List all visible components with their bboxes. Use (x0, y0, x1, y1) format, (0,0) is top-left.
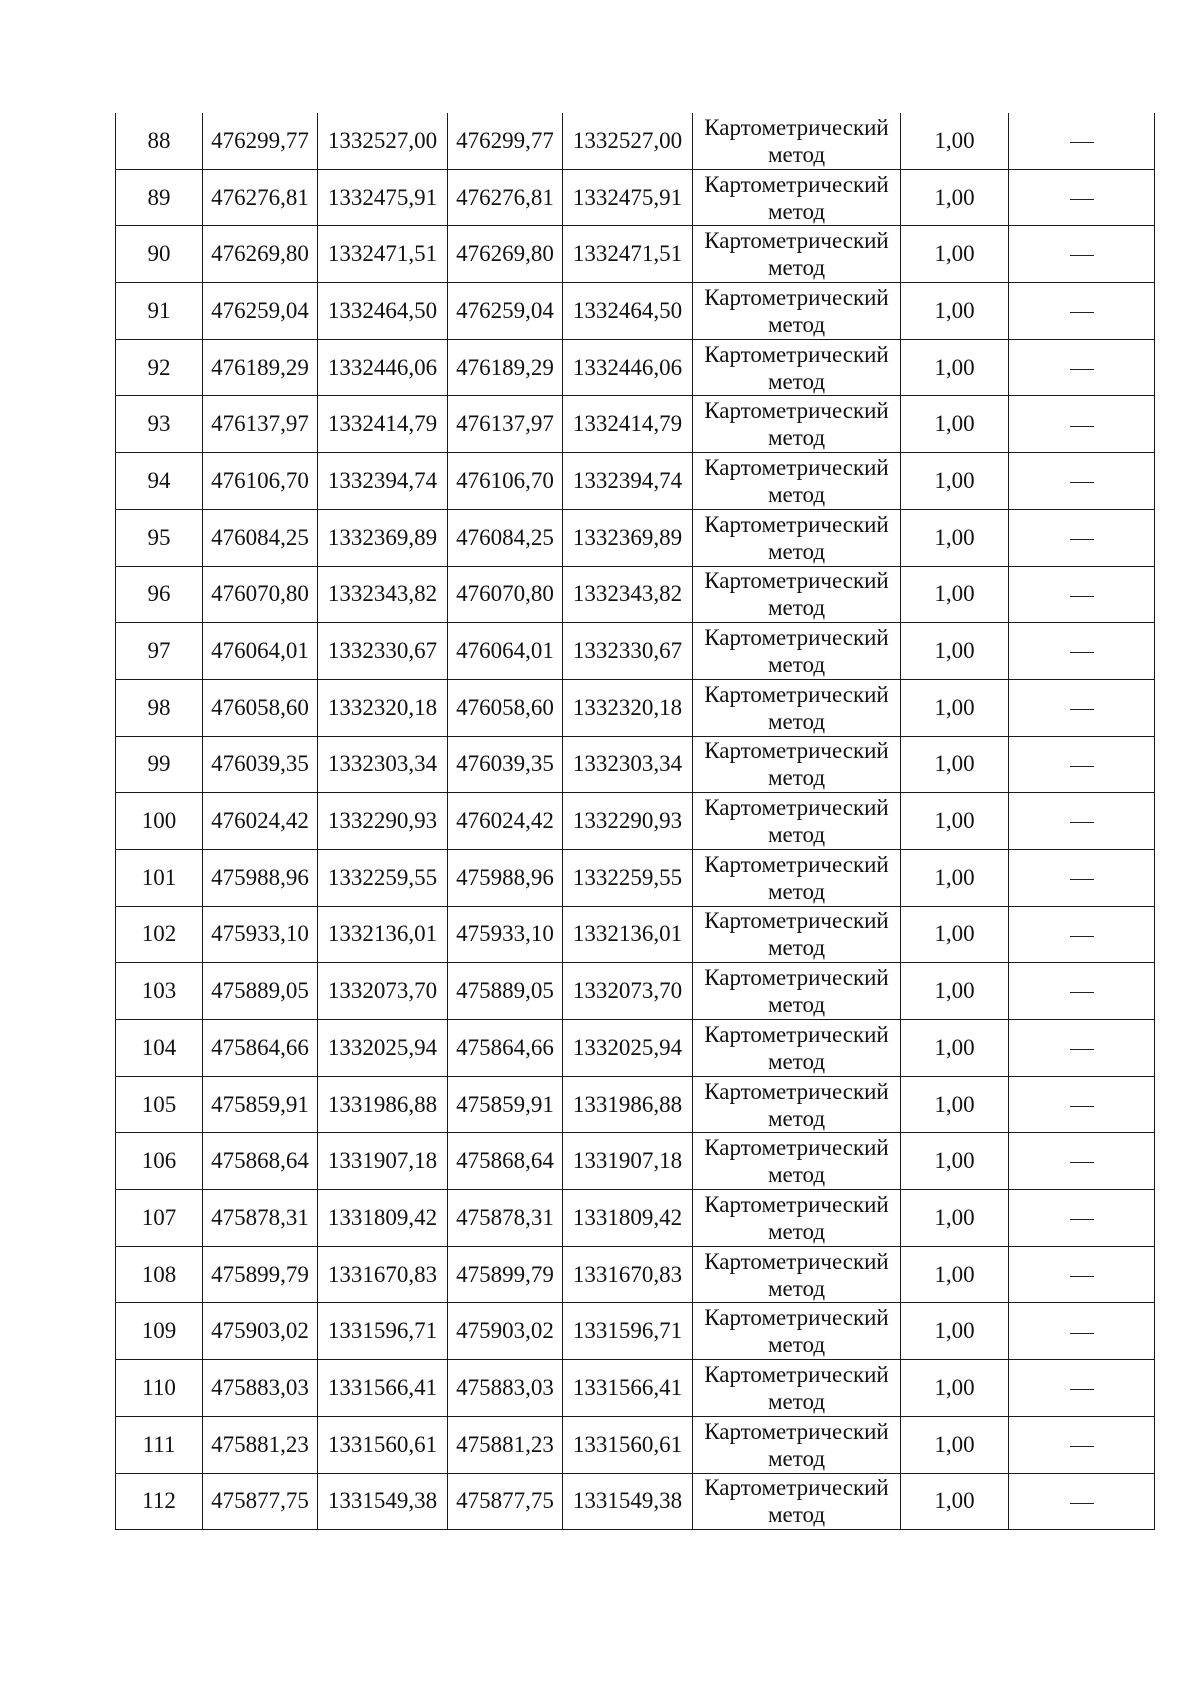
method-text: Картометрический метод (704, 1021, 889, 1074)
point-number-cell: 97 (116, 623, 203, 680)
point-number-cell: 101 (116, 849, 203, 906)
accuracy-cell: 1,00 (901, 396, 1009, 453)
method-text: Картометрический метод (704, 1305, 889, 1358)
refined-x-cell: 476064,01 (448, 623, 563, 680)
existing-x-cell: 476024,42 (203, 793, 318, 850)
method-cell (693, 1360, 901, 1417)
table-row (116, 396, 1155, 453)
dash-mark (1070, 1049, 1094, 1050)
method-text: Картометрический метод (704, 511, 889, 564)
method-text: Картометрический метод (704, 1191, 889, 1244)
refined-x-cell: 475899,79 (448, 1246, 563, 1303)
refined-x-cell: 476137,97 (448, 396, 563, 453)
method-cell (693, 566, 901, 623)
table-row (116, 509, 1155, 566)
point-number-cell: 88 (116, 113, 203, 169)
description-cell (1009, 679, 1155, 736)
accuracy-cell: 1,00 (901, 1360, 1009, 1417)
accuracy-cell: 1,00 (901, 793, 1009, 850)
method-text: Картометрический метод (704, 398, 889, 451)
accuracy-cell: 1,00 (901, 623, 1009, 680)
existing-y-cell: 1331549,38 (318, 1473, 448, 1530)
existing-x-cell: 476269,80 (203, 226, 318, 283)
dash-mark (1070, 1333, 1094, 1334)
existing-y-cell: 1332330,67 (318, 623, 448, 680)
refined-y-cell: 1332414,79 (563, 396, 693, 453)
refined-y-cell: 1331566,41 (563, 1360, 693, 1417)
method-cell (693, 453, 901, 510)
refined-x-cell: 476189,29 (448, 339, 563, 396)
description-cell (1009, 1303, 1155, 1360)
method-cell (693, 679, 901, 736)
method-cell (693, 1133, 901, 1190)
accuracy-cell: 1,00 (901, 113, 1009, 169)
method-text: Картометрический метод (704, 625, 889, 678)
dash-mark (1070, 1389, 1094, 1390)
method-text: Картометрический метод (704, 568, 889, 621)
existing-x-cell: 476070,80 (203, 566, 318, 623)
method-cell (693, 793, 901, 850)
point-number-cell: 109 (116, 1303, 203, 1360)
refined-x-cell: 476024,42 (448, 793, 563, 850)
method-cell (693, 1473, 901, 1530)
method-cell (693, 1246, 901, 1303)
existing-x-cell: 475881,23 (203, 1416, 318, 1473)
refined-x-cell: 475877,75 (448, 1473, 563, 1530)
existing-x-cell: 475878,31 (203, 1190, 318, 1247)
description-cell (1009, 1473, 1155, 1530)
existing-y-cell: 1332290,93 (318, 793, 448, 850)
table-row (116, 736, 1155, 793)
method-cell (693, 963, 901, 1020)
method-text: Картометрический метод (704, 1475, 889, 1528)
refined-x-cell: 475988,96 (448, 849, 563, 906)
dash-mark (1070, 936, 1094, 937)
refined-y-cell: 1331549,38 (563, 1473, 693, 1530)
refined-x-cell: 475883,03 (448, 1360, 563, 1417)
existing-x-cell: 475889,05 (203, 963, 318, 1020)
accuracy-cell: 1,00 (901, 963, 1009, 1020)
method-cell (693, 906, 901, 963)
dash-mark (1070, 1219, 1094, 1220)
table-row (116, 283, 1155, 340)
refined-y-cell: 1332025,94 (563, 1020, 693, 1077)
accuracy-cell: 1,00 (901, 339, 1009, 396)
refined-x-cell: 476039,35 (448, 736, 563, 793)
point-number-cell: 93 (116, 396, 203, 453)
refined-y-cell: 1332394,74 (563, 453, 693, 510)
existing-x-cell: 475877,75 (203, 1473, 318, 1530)
existing-x-cell: 476106,70 (203, 453, 318, 510)
accuracy-cell: 1,00 (901, 679, 1009, 736)
dash-mark (1070, 766, 1094, 767)
existing-y-cell: 1331670,83 (318, 1246, 448, 1303)
dash-mark (1070, 992, 1094, 993)
method-text: Картометрический метод (704, 1361, 889, 1414)
method-cell (693, 283, 901, 340)
existing-y-cell: 1331907,18 (318, 1133, 448, 1190)
description-cell (1009, 1076, 1155, 1133)
refined-y-cell: 1332369,89 (563, 509, 693, 566)
refined-y-cell: 1331560,61 (563, 1416, 693, 1473)
accuracy-cell: 1,00 (901, 283, 1009, 340)
refined-y-cell: 1332303,34 (563, 736, 693, 793)
existing-y-cell: 1332369,89 (318, 509, 448, 566)
point-number-cell: 95 (116, 509, 203, 566)
point-number-cell: 89 (116, 169, 203, 226)
accuracy-cell: 1,00 (901, 566, 1009, 623)
description-cell (1009, 623, 1155, 680)
existing-y-cell: 1331560,61 (318, 1416, 448, 1473)
accuracy-cell: 1,00 (901, 1190, 1009, 1247)
refined-x-cell: 476084,25 (448, 509, 563, 566)
table-row (116, 849, 1155, 906)
table-row (116, 1020, 1155, 1077)
existing-x-cell: 475859,91 (203, 1076, 318, 1133)
method-cell (693, 736, 901, 793)
description-cell (1009, 963, 1155, 1020)
accuracy-cell: 1,00 (901, 736, 1009, 793)
accuracy-cell: 1,00 (901, 1133, 1009, 1190)
existing-y-cell: 1332320,18 (318, 679, 448, 736)
refined-x-cell: 475889,05 (448, 963, 563, 1020)
table-row (116, 113, 1155, 169)
refined-y-cell: 1332290,93 (563, 793, 693, 850)
table-row (116, 1360, 1155, 1417)
dash-mark (1070, 369, 1094, 370)
refined-x-cell: 476106,70 (448, 453, 563, 510)
point-number-cell: 92 (116, 339, 203, 396)
accuracy-cell: 1,00 (901, 1076, 1009, 1133)
method-text: Картометрический метод (704, 851, 889, 904)
dash-mark (1070, 1106, 1094, 1107)
refined-x-cell: 475903,02 (448, 1303, 563, 1360)
description-cell (1009, 1360, 1155, 1417)
method-text: Картометрический метод (704, 908, 889, 961)
existing-x-cell: 476058,60 (203, 679, 318, 736)
existing-y-cell: 1332343,82 (318, 566, 448, 623)
accuracy-cell: 1,00 (901, 1473, 1009, 1530)
accuracy-cell: 1,00 (901, 169, 1009, 226)
dash-mark (1070, 1276, 1094, 1277)
dash-mark (1070, 426, 1094, 427)
dash-mark (1070, 539, 1094, 540)
method-text: Картометрический метод (704, 114, 889, 167)
method-cell (693, 113, 901, 169)
method-cell (693, 623, 901, 680)
refined-y-cell: 1331596,71 (563, 1303, 693, 1360)
method-text: Картометрический метод (704, 1418, 889, 1471)
existing-y-cell: 1331596,71 (318, 1303, 448, 1360)
table-row (116, 906, 1155, 963)
refined-y-cell: 1331670,83 (563, 1246, 693, 1303)
point-number-cell: 105 (116, 1076, 203, 1133)
method-cell (693, 226, 901, 283)
description-cell (1009, 906, 1155, 963)
dash-mark (1070, 199, 1094, 200)
existing-y-cell: 1332025,94 (318, 1020, 448, 1077)
refined-y-cell: 1332343,82 (563, 566, 693, 623)
point-number-cell: 112 (116, 1473, 203, 1530)
existing-y-cell: 1332446,06 (318, 339, 448, 396)
dash-mark (1070, 709, 1094, 710)
method-text: Картометрический метод (704, 738, 889, 791)
description-cell (1009, 1190, 1155, 1247)
refined-y-cell: 1332136,01 (563, 906, 693, 963)
method-text: Картометрический метод (704, 1078, 889, 1131)
refined-x-cell: 475868,64 (448, 1133, 563, 1190)
existing-x-cell: 475933,10 (203, 906, 318, 963)
point-number-cell: 98 (116, 679, 203, 736)
table-row (116, 963, 1155, 1020)
point-number-cell: 107 (116, 1190, 203, 1247)
refined-y-cell: 1332471,51 (563, 226, 693, 283)
description-cell (1009, 339, 1155, 396)
existing-x-cell: 476039,35 (203, 736, 318, 793)
existing-y-cell: 1332471,51 (318, 226, 448, 283)
method-cell (693, 849, 901, 906)
refined-y-cell: 1332330,67 (563, 623, 693, 680)
description-cell (1009, 453, 1155, 510)
point-number-cell: 100 (116, 793, 203, 850)
table-row (116, 679, 1155, 736)
existing-x-cell: 476084,25 (203, 509, 318, 566)
method-text: Картометрический метод (704, 454, 889, 507)
existing-x-cell: 475883,03 (203, 1360, 318, 1417)
accuracy-cell: 1,00 (901, 1246, 1009, 1303)
refined-y-cell: 1332464,50 (563, 283, 693, 340)
accuracy-cell: 1,00 (901, 226, 1009, 283)
table-row (116, 339, 1155, 396)
point-number-cell: 90 (116, 226, 203, 283)
table-row (116, 1473, 1155, 1530)
refined-x-cell: 475878,31 (448, 1190, 563, 1247)
refined-x-cell: 476058,60 (448, 679, 563, 736)
dash-mark (1070, 255, 1094, 256)
method-text: Картометрический метод (704, 171, 889, 224)
refined-y-cell: 1331907,18 (563, 1133, 693, 1190)
description-cell (1009, 736, 1155, 793)
accuracy-cell: 1,00 (901, 1416, 1009, 1473)
existing-y-cell: 1332475,91 (318, 169, 448, 226)
table-row (116, 623, 1155, 680)
refined-x-cell: 476276,81 (448, 169, 563, 226)
description-cell (1009, 509, 1155, 566)
method-cell (693, 396, 901, 453)
refined-y-cell: 1332527,00 (563, 113, 693, 169)
accuracy-cell: 1,00 (901, 906, 1009, 963)
method-text: Картометрический метод (704, 284, 889, 337)
point-number-cell: 111 (116, 1416, 203, 1473)
table-row (116, 169, 1155, 226)
existing-y-cell: 1332527,00 (318, 113, 448, 169)
dash-mark (1070, 652, 1094, 653)
dash-mark (1070, 822, 1094, 823)
description-cell (1009, 849, 1155, 906)
table-row (116, 453, 1155, 510)
existing-x-cell: 476276,81 (203, 169, 318, 226)
point-number-cell: 108 (116, 1246, 203, 1303)
existing-x-cell: 476189,29 (203, 339, 318, 396)
table-row (116, 1133, 1155, 1190)
method-text: Картометрический метод (704, 965, 889, 1018)
dash-mark (1070, 879, 1094, 880)
method-cell (693, 509, 901, 566)
existing-y-cell: 1332136,01 (318, 906, 448, 963)
method-text: Картометрический метод (704, 795, 889, 848)
accuracy-cell: 1,00 (901, 509, 1009, 566)
description-cell (1009, 1133, 1155, 1190)
description-cell (1009, 113, 1155, 169)
method-cell (693, 1020, 901, 1077)
point-number-cell: 96 (116, 566, 203, 623)
point-number-cell: 99 (116, 736, 203, 793)
point-number-cell: 94 (116, 453, 203, 510)
refined-x-cell: 475881,23 (448, 1416, 563, 1473)
existing-y-cell: 1332259,55 (318, 849, 448, 906)
coordinates-table-body (116, 113, 1155, 1530)
existing-x-cell: 475903,02 (203, 1303, 318, 1360)
existing-x-cell: 476259,04 (203, 283, 318, 340)
existing-y-cell: 1332464,50 (318, 283, 448, 340)
existing-x-cell: 475864,66 (203, 1020, 318, 1077)
existing-x-cell: 475988,96 (203, 849, 318, 906)
existing-x-cell: 475899,79 (203, 1246, 318, 1303)
method-cell (693, 1076, 901, 1133)
refined-x-cell: 475933,10 (448, 906, 563, 963)
point-number-cell: 104 (116, 1020, 203, 1077)
method-cell (693, 169, 901, 226)
refined-y-cell: 1332475,91 (563, 169, 693, 226)
table-row (116, 1190, 1155, 1247)
table-row (116, 1246, 1155, 1303)
existing-y-cell: 1331566,41 (318, 1360, 448, 1417)
description-cell (1009, 283, 1155, 340)
method-text: Картометрический метод (704, 1248, 889, 1301)
point-number-cell: 110 (116, 1360, 203, 1417)
dash-mark (1070, 482, 1094, 483)
accuracy-cell: 1,00 (901, 849, 1009, 906)
refined-y-cell: 1332073,70 (563, 963, 693, 1020)
existing-y-cell: 1332073,70 (318, 963, 448, 1020)
table-row (116, 226, 1155, 283)
table-row (116, 1076, 1155, 1133)
refined-y-cell: 1332446,06 (563, 339, 693, 396)
point-number-cell: 102 (116, 906, 203, 963)
existing-y-cell: 1332414,79 (318, 396, 448, 453)
description-cell (1009, 1020, 1155, 1077)
description-cell (1009, 566, 1155, 623)
refined-x-cell: 476269,80 (448, 226, 563, 283)
table-row (116, 566, 1155, 623)
dash-mark (1070, 142, 1094, 143)
refined-y-cell: 1332259,55 (563, 849, 693, 906)
refined-x-cell: 476299,77 (448, 113, 563, 169)
method-text: Картометрический метод (704, 341, 889, 394)
accuracy-cell: 1,00 (901, 453, 1009, 510)
description-cell (1009, 1246, 1155, 1303)
method-cell (693, 1303, 901, 1360)
table-row (116, 793, 1155, 850)
coordinates-table (115, 113, 1155, 1530)
existing-x-cell: 476299,77 (203, 113, 318, 169)
existing-y-cell: 1331986,88 (318, 1076, 448, 1133)
refined-x-cell: 475859,91 (448, 1076, 563, 1133)
description-cell (1009, 1416, 1155, 1473)
table-row (116, 1416, 1155, 1473)
point-number-cell: 91 (116, 283, 203, 340)
existing-x-cell: 476064,01 (203, 623, 318, 680)
method-text: Картометрический метод (704, 681, 889, 734)
dash-mark (1070, 1162, 1094, 1163)
accuracy-cell: 1,00 (901, 1303, 1009, 1360)
table-row (116, 1303, 1155, 1360)
dash-mark (1070, 1446, 1094, 1447)
method-cell (693, 339, 901, 396)
dash-mark (1070, 596, 1094, 597)
refined-y-cell: 1331986,88 (563, 1076, 693, 1133)
refined-x-cell: 476070,80 (448, 566, 563, 623)
method-cell (693, 1416, 901, 1473)
description-cell (1009, 793, 1155, 850)
existing-x-cell: 476137,97 (203, 396, 318, 453)
existing-y-cell: 1331809,42 (318, 1190, 448, 1247)
refined-x-cell: 475864,66 (448, 1020, 563, 1077)
refined-y-cell: 1331809,42 (563, 1190, 693, 1247)
method-text: Картометрический метод (704, 228, 889, 281)
existing-x-cell: 475868,64 (203, 1133, 318, 1190)
existing-y-cell: 1332303,34 (318, 736, 448, 793)
dash-mark (1070, 312, 1094, 313)
point-number-cell: 103 (116, 963, 203, 1020)
dash-mark (1070, 1503, 1094, 1504)
refined-y-cell: 1332320,18 (563, 679, 693, 736)
accuracy-cell: 1,00 (901, 1020, 1009, 1077)
method-cell (693, 1190, 901, 1247)
refined-x-cell: 476259,04 (448, 283, 563, 340)
point-number-cell: 106 (116, 1133, 203, 1190)
description-cell (1009, 396, 1155, 453)
description-cell (1009, 226, 1155, 283)
description-cell (1009, 169, 1155, 226)
method-text: Картометрический метод (704, 1135, 889, 1188)
existing-y-cell: 1332394,74 (318, 453, 448, 510)
